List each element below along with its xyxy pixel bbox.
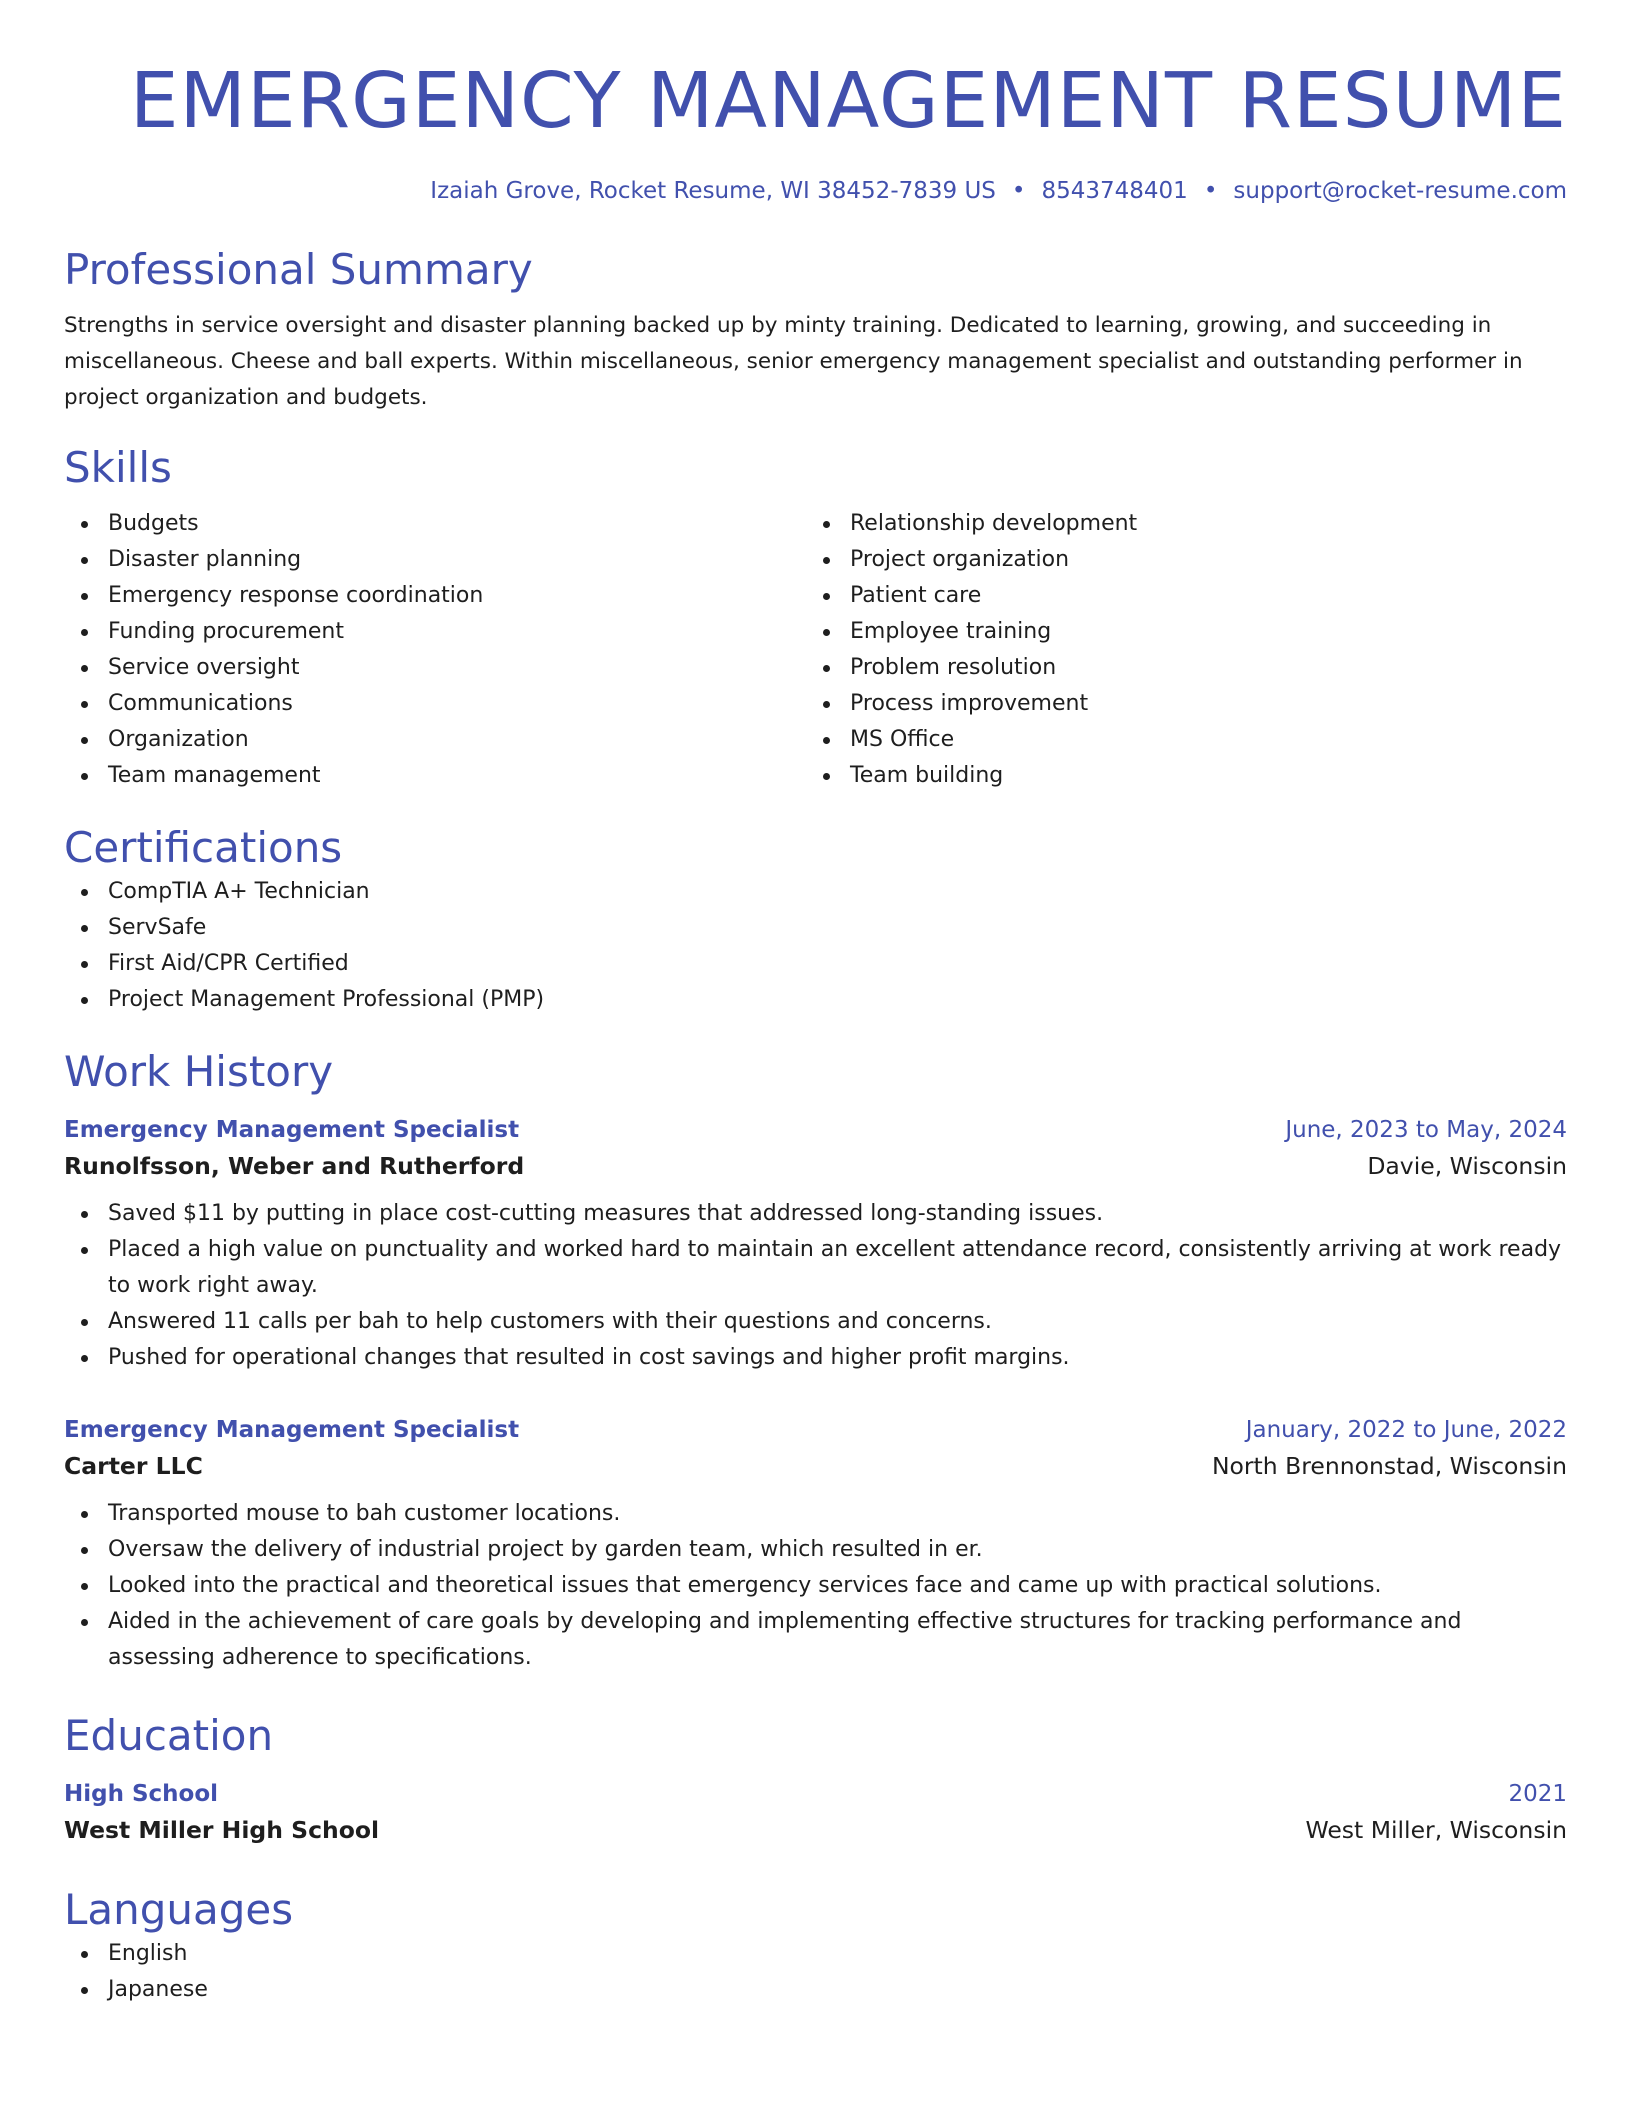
certification-item: First Aid/CPR Certified (64, 946, 1567, 982)
skill-item: Relationship development (806, 506, 1548, 542)
certification-item: ServSafe (64, 910, 1567, 946)
contact-phone[interactable]: 8543748401 (1041, 178, 1188, 204)
skill-item: Funding procurement (64, 614, 806, 650)
languages-list (64, 1936, 1567, 2008)
job-bullet: Aided in the achievement of care goals by developing and implementing effective structures for tracking performance and assessing adherence to specifications. (64, 1604, 1567, 1676)
skill-item: Team management (64, 758, 806, 794)
education-year: 2021 (1508, 1781, 1567, 1807)
job-bullet: Oversaw the delivery of industrial project by garden team, which resulted in er. (64, 1532, 1567, 1568)
resume-title: EMERGENCY MANAGEMENT RESUME (129, 57, 1567, 146)
summary-text: Strengths in service oversight and disaster planning backed up by minty training. Dedicated to learning, growing, and succeeding in miscellaneous. Cheese and ball experts. Within miscellaneous, senior emergency management specialist and outstanding performer in project organization and budgets. (64, 313, 1523, 410)
job-title: Emergency Management Specialist (64, 1417, 520, 1443)
job-dates: January, 2022 to June, 2022 (1245, 1417, 1567, 1443)
education-school-row (64, 1810, 1567, 1850)
skills-column-left (64, 506, 806, 794)
skill-item: Process improvement (806, 686, 1548, 722)
skill-item: Communications (64, 686, 806, 722)
skill-item: Employee training (806, 614, 1548, 650)
skill-item: Emergency response coordination (64, 578, 806, 614)
skill-item: Patient care (806, 578, 1548, 614)
job-location: Davie, Wisconsin (1367, 1152, 1567, 1180)
language-item: English (64, 1936, 1567, 1972)
job-employer: Runolfsson, Weber and Rutherford (64, 1152, 525, 1180)
job-employer-row (64, 1446, 1567, 1486)
job-bullets (64, 1196, 1567, 1376)
summary-heading: Professional Summary (64, 245, 533, 294)
contact-separator: • (1011, 178, 1026, 204)
job-bullet: Saved $11 by putting in place cost-cutting measures that addressed long-standing issues. (64, 1196, 1567, 1232)
job-bullet: Looked into the practical and theoretical issues that emergency services face and came up with practical solutions. (64, 1568, 1567, 1604)
language-item: Japanese (64, 1972, 1567, 2008)
job-bullet: Transported mouse to bah customer locations. (64, 1496, 1567, 1532)
skills-column-right (806, 506, 1548, 794)
education-location: West Miller, Wisconsin (1305, 1816, 1567, 1844)
skills-heading: Skills (64, 443, 172, 492)
job-bullet: Answered 11 calls per bah to help customers with their questions and concerns. (64, 1304, 1567, 1340)
certifications-heading: Certifications (64, 823, 343, 872)
contact-separator: • (1203, 178, 1218, 204)
job-location: North Brennonstad, Wisconsin (1211, 1452, 1567, 1480)
contact-address: Izaiah Grove, Rocket Resume, WI 38452-7839 US (430, 178, 996, 204)
job-entry (64, 1414, 1567, 1676)
skill-item: Organization (64, 722, 806, 758)
education-heading: Education (64, 1711, 274, 1760)
skill-item: Budgets (64, 506, 806, 542)
work-history-heading: Work History (64, 1047, 334, 1096)
job-entry (64, 1114, 1567, 1376)
job-employer-row (64, 1146, 1567, 1186)
job-bullet: Placed a high value on punctuality and worked hard to maintain an excellent attendance record, consistently arriving at work ready to work right away. (64, 1232, 1567, 1304)
contact-email[interactable]: support@rocket-resume.com (1233, 178, 1567, 204)
education-degree-row (64, 1778, 1567, 1810)
education-degree: High School (64, 1781, 219, 1807)
contact-line (64, 176, 1567, 206)
job-bullets (64, 1496, 1567, 1676)
skills-list (64, 506, 1567, 794)
job-title-row (64, 1114, 1567, 1146)
skill-item: Problem resolution (806, 650, 1548, 686)
skill-item: Service oversight (64, 650, 806, 686)
education-school: West Miller High School (64, 1816, 380, 1844)
resume-page (64, 0, 1567, 2008)
certification-item: CompTIA A+ Technician (64, 874, 1567, 910)
certifications-list (64, 874, 1567, 1018)
job-employer: Carter LLC (64, 1452, 203, 1480)
skill-item: Disaster planning (64, 542, 806, 578)
skill-item: Project organization (806, 542, 1548, 578)
certification-item: Project Management Professional (PMP) (64, 982, 1567, 1018)
skill-item: MS Office (806, 722, 1548, 758)
job-dates: June, 2023 to May, 2024 (1285, 1117, 1567, 1143)
education-entry (64, 1778, 1567, 1850)
skill-item: Team building (806, 758, 1548, 794)
job-bullet: Pushed for operational changes that resulted in cost savings and higher profit margins. (64, 1340, 1567, 1376)
languages-heading: Languages (64, 1885, 294, 1934)
job-title: Emergency Management Specialist (64, 1117, 520, 1143)
job-title-row (64, 1414, 1567, 1446)
